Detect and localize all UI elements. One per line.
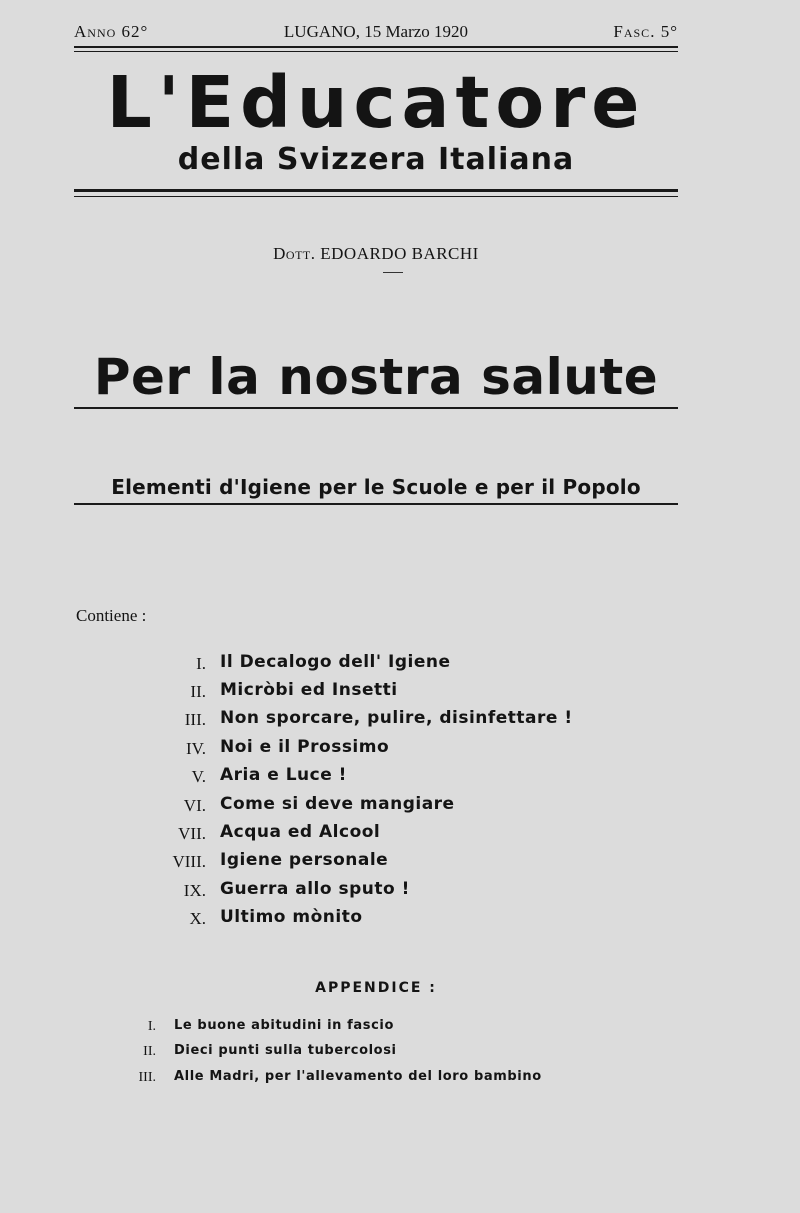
issue-header [74,22,678,44]
subtitle-rule [74,503,678,505]
contents-title: Aria e Luce ! [220,765,347,785]
author-prefix: Dott. [273,244,316,263]
author-rule [383,272,403,273]
masthead-rule-thick [74,189,678,192]
contents-number: IX. [183,881,206,900]
contents-number: VIII. [172,852,206,871]
appendix-number: II. [143,1044,156,1059]
issue-label: Fasc. 5° [613,22,678,41]
contents-number: II. [190,682,206,701]
contents-number: V. [191,767,206,786]
contents-title: Micròbi ed Insetti [220,680,398,700]
appendix-heading: APPENDICE : [315,980,437,996]
contents-title: Il Decalogo dell' Igiene [220,652,451,672]
contents-title: Acqua ed Alcool [220,822,381,842]
author-name: EDOARDO BARCHI [320,244,479,263]
contents-title: Non sporcare, pulire, disinfettare ! [220,708,573,728]
contents-number: I. [196,654,206,673]
contents-number: IV. [186,739,206,758]
masthead-subtitle: della Svizzera Italiana [177,142,575,177]
contents-title: Guerra allo sputo ! [220,879,410,899]
header-rule-top [74,46,678,48]
contents-title: Come si deve mangiare [220,794,455,814]
contents-number: VII. [178,824,206,843]
book-title: Per la nostra salute [93,348,659,406]
year-label: Anno 62° [74,22,149,41]
contents-number: VI. [183,796,206,815]
appendix-title: Le buone abitudini in fascio [174,1018,395,1033]
appendix-title: Alle Madri, per l'allevamento del loro bambino [174,1069,542,1084]
masthead-title: L'Educatore [106,61,646,144]
contents-title: Noi e il Prossimo [220,737,390,757]
contains-label: Contiene : [76,606,147,625]
contents-number: X. [189,909,206,928]
appendix-number: III. [138,1070,156,1085]
appendix-number: I. [147,1019,156,1034]
header-rule-bottom [74,51,678,52]
title-rule [74,407,678,409]
masthead-rule-thin [74,196,678,197]
place-date: LUGANO, 15 Marzo 1920 [283,22,469,41]
contents-number: III. [184,710,206,729]
appendix-title: Dieci punti sulla tubercolosi [174,1043,397,1058]
contents-title: Igiene personale [220,850,389,870]
book-subtitle: Elementi d'Igiene per le Scuole e per il Popolo [111,475,641,499]
author-line [74,244,678,264]
contents-title: Ultimo mònito [220,907,363,927]
